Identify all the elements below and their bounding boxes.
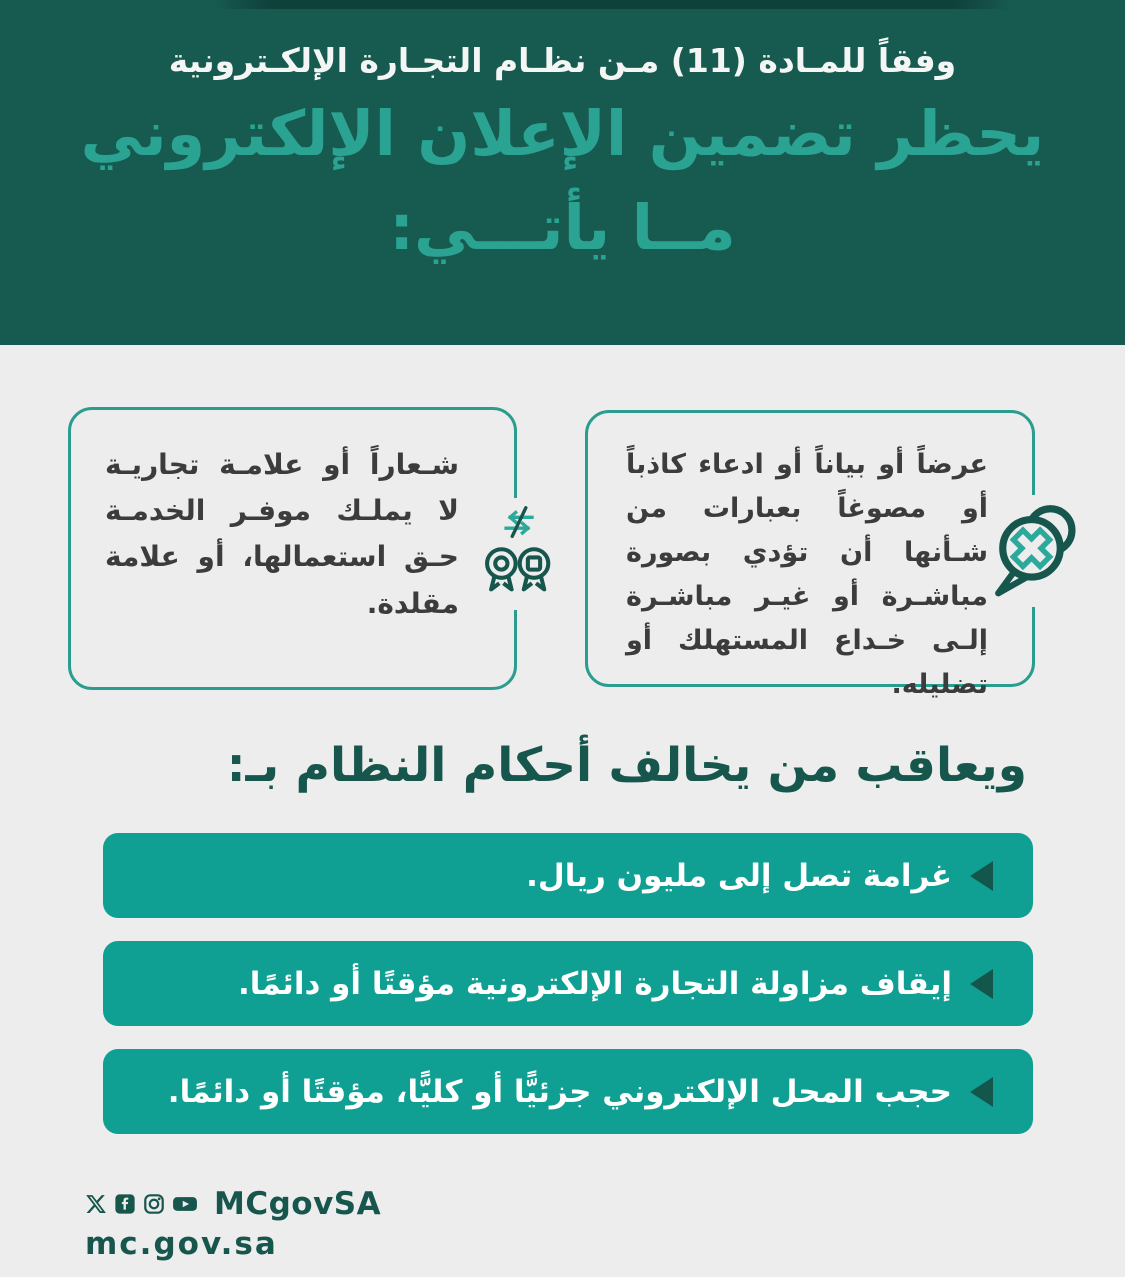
- social-handle[interactable]: MCgovSA: [214, 1186, 382, 1222]
- header-banner: [0, 0, 1125, 345]
- penalty-suspension-text: إيقاف مزاولة التجارة الإلكترونية مؤقتًا أو دائمًا.: [237, 965, 952, 1002]
- facebook-icon[interactable]: [114, 1193, 136, 1215]
- header-subtitle: وفقاً للمـادة (11) مـن نظـام التجـارة الإلكـترونية: [168, 41, 957, 80]
- penalties-heading: ويعاقب من يخالف أحكام النظام بـ:: [226, 738, 1027, 793]
- footer: [85, 1186, 381, 1262]
- speech-bubble-x-icon: [990, 495, 1082, 607]
- triangle-bullet-icon: [970, 861, 993, 891]
- counterfeit-trademark-badges-icon: [482, 498, 552, 610]
- triangle-bullet-icon: [970, 1077, 993, 1107]
- penalty-fine-bar: [103, 833, 1033, 918]
- top-shadow-strip: [215, 0, 1010, 9]
- penalty-suspension-bar: [103, 941, 1033, 1026]
- card-false-claims: [585, 410, 1035, 700]
- header-title-line1: يحظر تضمين الإعلان الإلكتروني: [80, 97, 1045, 171]
- triangle-bullet-icon: [970, 969, 993, 999]
- penalty-fine-text: غرامة تصل إلى مليون ريال.: [526, 857, 952, 894]
- instagram-icon[interactable]: [143, 1193, 165, 1215]
- penalty-blocking-text: حجب المحل الإلكتروني جزئيًّا أو كليًّا، مؤقتًا أو دائمًا.: [167, 1073, 952, 1110]
- header-title-line2: مــا يأتـــي:: [389, 191, 736, 265]
- card-unowned-trademark-text: شـعاراً أو علامـة تجاريـة لا يملـك موفـر الخدمـة حـق استعمالها، أو علامة مقلدة.: [105, 448, 459, 620]
- website-url[interactable]: mc.gov.sa: [85, 1226, 278, 1262]
- card-false-claims-text: عرضاً أو بياناً أو ادعاء كاذباً أو مصوغاً بعبارات من شـأنها أن تؤدي بصورة مباشـرة أو غيـر مباشـرة إلـى خـداع المستهلك أو تضليله.: [626, 449, 988, 700]
- youtube-icon[interactable]: [172, 1193, 198, 1215]
- card-unowned-trademark: [68, 407, 517, 690]
- x-icon[interactable]: [85, 1193, 107, 1215]
- penalty-blocking-bar: [103, 1049, 1033, 1134]
